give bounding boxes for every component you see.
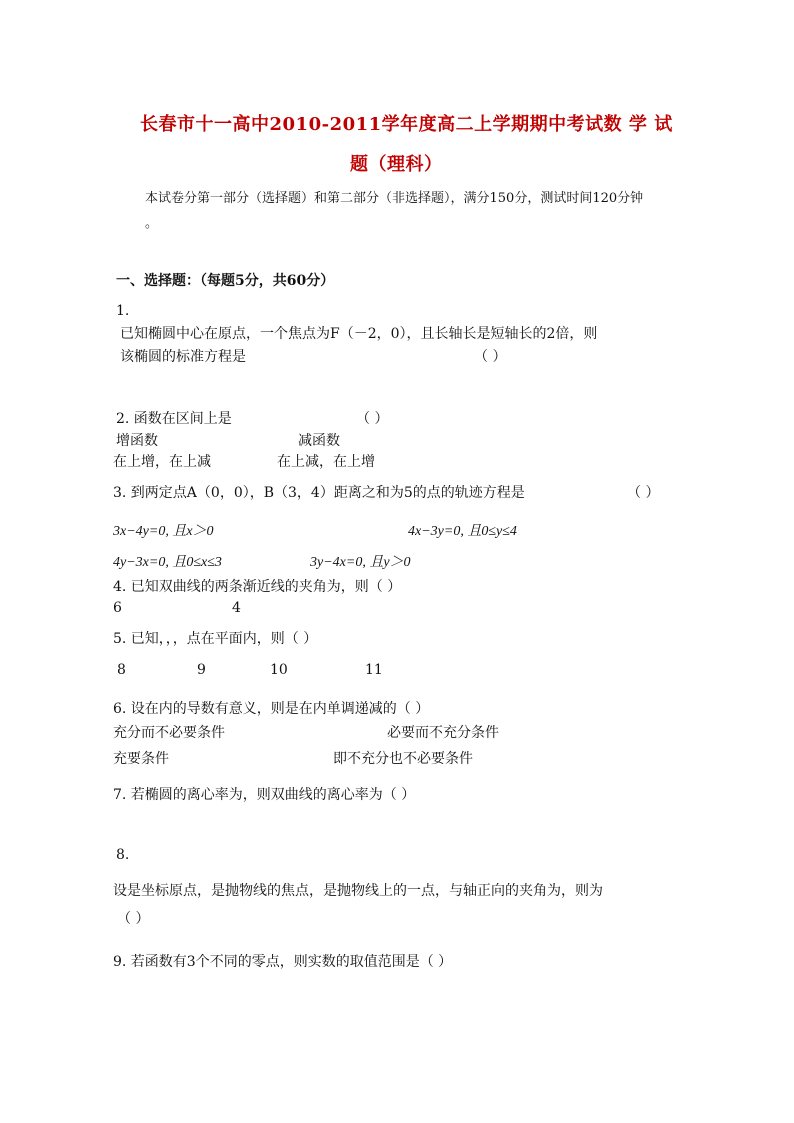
q3-option-c: 4y−3x=0, 且0≤x≤3 <box>113 555 222 570</box>
q8-answer-bracket: （ ） <box>117 911 150 927</box>
intro-text-tail: 。 <box>145 216 159 231</box>
q5-option-b: 9 <box>197 662 206 678</box>
q6-option-a: 充分而不必要条件 <box>113 725 225 741</box>
q6-option-b: 必要而不充分条件 <box>387 725 499 741</box>
q7-text: 7. 若椭圆的离心率为，则双曲线的离心率为（ ） <box>113 787 416 803</box>
q2-text: 2. 函数在区间上是 <box>116 411 232 427</box>
q2-option-b: 减函数 <box>298 433 340 449</box>
q8-number: 8. <box>116 847 130 863</box>
q2-option-d: 在上减，在上增 <box>277 454 375 470</box>
q6-option-d: 即不充分也不必要条件 <box>333 751 473 767</box>
q4-text: 4. 已知双曲线的两条渐近线的夹角为，则（ ） <box>113 579 402 595</box>
q3-option-d: 3y−4x=0, 且y＞0 <box>310 555 411 570</box>
q5-option-a: 8 <box>117 662 126 678</box>
q5-text: 5. 已知，，，点在平面内，则（ ） <box>113 631 318 647</box>
q2-option-c: 在上增，在上减 <box>113 454 211 470</box>
q1-text: 已知椭圆中心在原点，一个焦点为F（－2，0），且长轴长是短轴长的2倍，则 <box>120 326 598 342</box>
q6-text: 6. 设在内的导数有意义，则是在内单调递减的（ ） <box>113 701 430 717</box>
q3-text: 3. 到两定点A（0，0），B（3，4）距离之和为5的点的轨迹方程是 <box>113 485 525 501</box>
intro-text: 本试卷分第一部分（选择题）和第二部分（非选择题），满分150分，测试时间120分钟 <box>145 191 644 206</box>
q2-answer-bracket: （ ） <box>356 411 389 427</box>
q1-number: 1. <box>116 303 130 319</box>
q5-option-d: 11 <box>365 662 383 678</box>
q6-option-c: 充要条件 <box>113 751 169 767</box>
section-heading: 一、选择题：（每题5分，共60分） <box>116 273 335 289</box>
q9-text: 9. 若函数有3个不同的零点，则实数的取值范围是（ ） <box>113 954 453 970</box>
q3-answer-bracket: （ ） <box>627 485 660 501</box>
q1-text-cont: 该椭圆的标准方程是 <box>120 349 246 365</box>
q2-option-a: 增函数 <box>116 433 158 449</box>
q4-option-b: 4 <box>232 600 241 616</box>
exam-title-line1: 长春市十一高中2010-2011学年度高二上学期期中考试数 学 试 <box>140 114 673 135</box>
q3-option-b: 4x−3y=0, 且0≤y≤4 <box>408 524 517 539</box>
q5-option-c: 10 <box>270 662 288 678</box>
q1-answer-bracket: （ ） <box>474 349 507 365</box>
q8-text: 设是坐标原点，是抛物线的焦点，是抛物线上的一点，与轴正向的夹角为，则为 <box>113 883 603 899</box>
q3-option-a: 3x−4y=0, 且x＞0 <box>113 524 214 539</box>
q4-option-a: 6 <box>113 600 122 616</box>
exam-title-line2: 题（理科） <box>350 154 443 175</box>
